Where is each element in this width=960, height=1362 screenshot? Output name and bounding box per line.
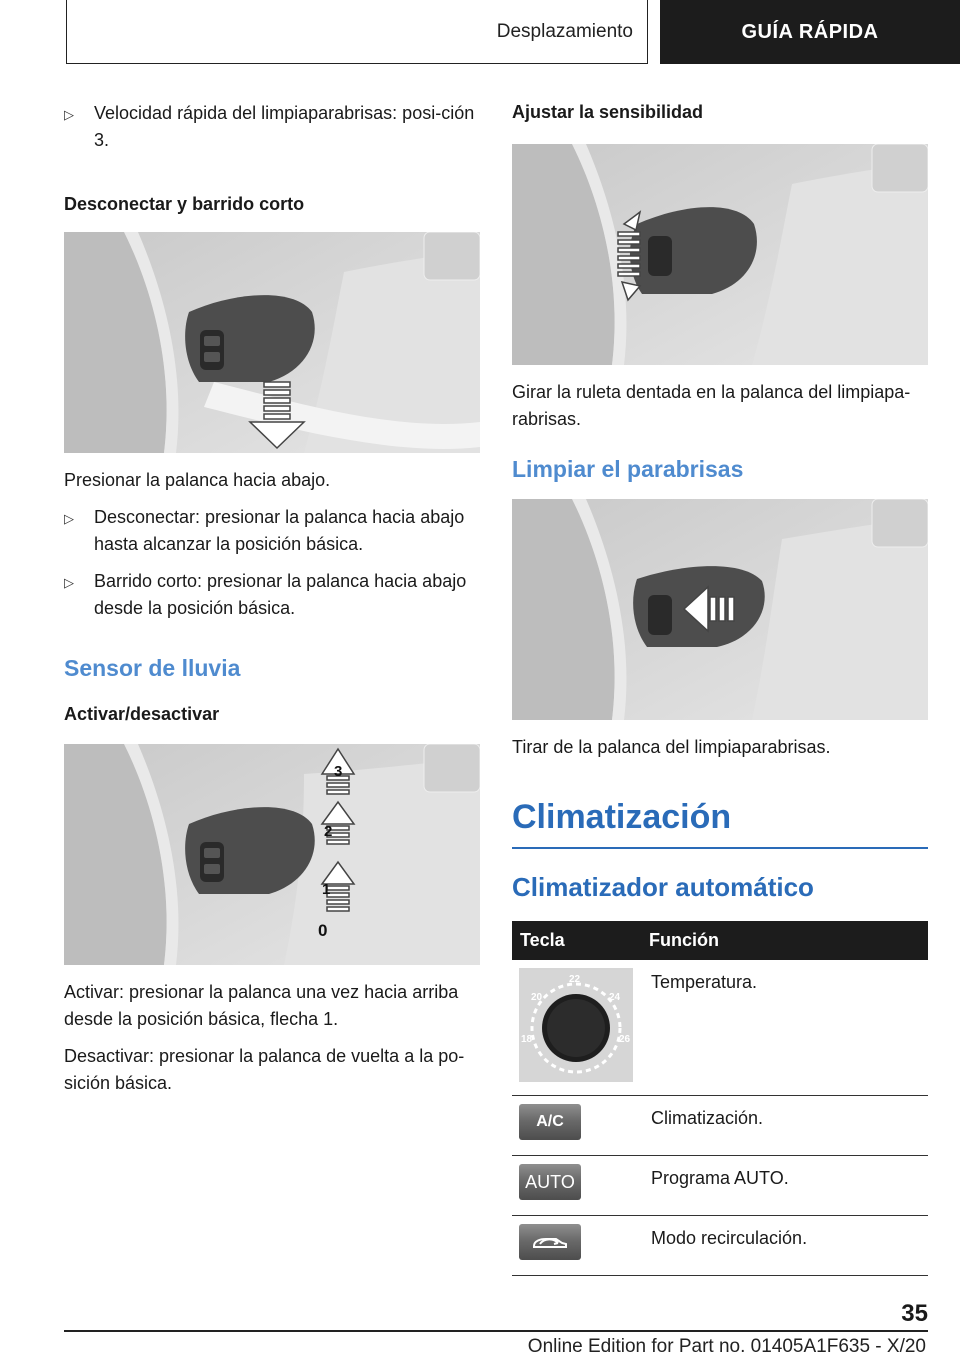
car-recirculation-icon bbox=[530, 1232, 570, 1252]
table-cell-function: Temperatura. bbox=[641, 960, 928, 1096]
dial-label-22: 22 bbox=[569, 973, 581, 985]
auto-button-icon[interactable] bbox=[519, 1164, 581, 1200]
header-tab-label: GUÍA RÁPIDA bbox=[741, 20, 879, 43]
ac-button-label: A/C bbox=[536, 1113, 564, 1130]
list-item bbox=[64, 504, 480, 558]
heading-limpiar-parabrisas: Limpiar el parabrisas bbox=[512, 456, 744, 482]
header-section-title bbox=[66, 0, 648, 64]
header-section-label: Desplazamiento bbox=[496, 20, 633, 42]
figure-label-3: 3 bbox=[334, 763, 343, 780]
paragraph-desactivar: Desactivar: presionar la palanca de vuelta a la po-sición básica. bbox=[64, 1046, 465, 1093]
auto-button-label: AUTO bbox=[525, 1171, 575, 1192]
figure-pull-lever bbox=[512, 499, 928, 720]
figure-label-1: 1 bbox=[322, 881, 331, 898]
table-cell-function: Climatización. bbox=[641, 1096, 928, 1156]
heading-sensor-lluvia: Sensor de lluvia bbox=[64, 655, 241, 681]
dial-label-24: 24 bbox=[609, 991, 621, 1003]
heading-activar-desactivar: Activar/desactivar bbox=[64, 704, 220, 724]
table-header-row bbox=[512, 921, 928, 960]
list-item bbox=[64, 568, 480, 622]
footer-edition-text: Online Edition for Part no. 01405A1F635 - X/20 bbox=[527, 1336, 926, 1357]
bullet-triangle-icon: ▷ bbox=[64, 511, 74, 526]
table-cell-key bbox=[512, 1156, 641, 1216]
heading-desconectar: Desconectar y barrido corto bbox=[64, 194, 305, 214]
bullet-triangle-icon: ▷ bbox=[64, 575, 74, 590]
figure-rain-sensor-lever bbox=[64, 744, 480, 965]
list-item-text: Barrido corto: presionar la palanca hacia abajo desde la posición básica. bbox=[94, 571, 467, 618]
paragraph-girar: Girar la ruleta dentada en la palanca del limpiapa-rabrisas. bbox=[512, 382, 911, 429]
list-item-text: Velocidad rápida del limpiaparabrisas: posi-ción 3. bbox=[94, 103, 475, 150]
table-row bbox=[512, 1096, 928, 1156]
dial-label-26: 26 bbox=[619, 1033, 631, 1045]
table-cell-key bbox=[512, 960, 641, 1096]
figure-lever-down bbox=[64, 232, 480, 453]
page-number: 35 bbox=[901, 1300, 928, 1327]
heading-climatizacion: Climatización bbox=[512, 798, 732, 836]
figure-sensitivity-wheel bbox=[512, 144, 928, 365]
temperature-dial-icon[interactable] bbox=[519, 968, 633, 1082]
heading-climatizador-automatico: Climatizador automático bbox=[512, 871, 814, 902]
dial-label-18: 18 bbox=[521, 1033, 533, 1045]
table-header-key: Tecla bbox=[512, 921, 641, 960]
table-header-function: Función bbox=[641, 921, 928, 960]
table-cell-key bbox=[512, 1216, 641, 1276]
figure-label-2: 2 bbox=[324, 823, 333, 840]
recirculation-button-icon[interactable] bbox=[519, 1224, 581, 1260]
left-column bbox=[64, 100, 480, 1107]
bullet-triangle-icon: ▷ bbox=[64, 107, 74, 122]
footer-rule bbox=[64, 1330, 928, 1332]
paragraph-presionar: Presionar la palanca hacia abajo. bbox=[64, 470, 331, 490]
figure-label-0: 0 bbox=[318, 921, 328, 940]
list-item-text: Desconectar: presionar la palanca hacia abajo hasta alcanzar la posición básica. bbox=[94, 507, 465, 554]
climate-keys-table bbox=[512, 921, 928, 1277]
table-cell-function: Programa AUTO. bbox=[641, 1156, 928, 1216]
table-row bbox=[512, 1156, 928, 1216]
table-row bbox=[512, 960, 928, 1096]
heading-ajustar-sensibilidad: Ajustar la sensibilidad bbox=[512, 102, 704, 122]
table-row bbox=[512, 1216, 928, 1276]
table-cell-function: Modo recirculación. bbox=[641, 1216, 928, 1276]
paragraph-tirar: Tirar de la palanca del limpiaparabrisas. bbox=[512, 737, 831, 757]
ac-button-icon[interactable] bbox=[519, 1104, 581, 1140]
table-cell-key bbox=[512, 1096, 641, 1156]
header-tab-quick-guide[interactable] bbox=[660, 0, 960, 64]
list-item bbox=[64, 100, 480, 154]
paragraph-activar: Activar: presionar la palanca una vez hacia arriba desde la posición básica, flecha 1. bbox=[64, 982, 459, 1029]
dial-label-20: 20 bbox=[531, 991, 543, 1003]
right-column bbox=[512, 100, 928, 1276]
